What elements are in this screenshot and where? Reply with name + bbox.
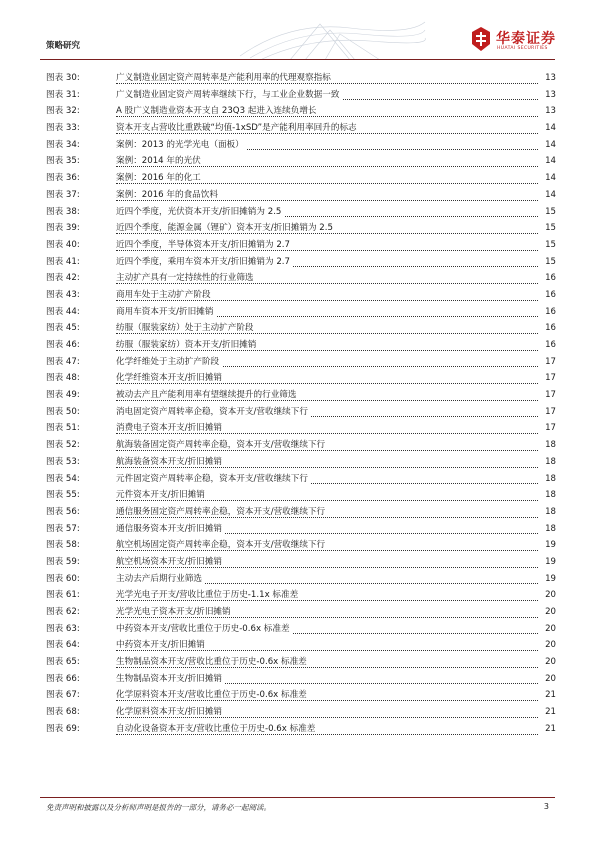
toc-entry[interactable] bbox=[46, 621, 556, 638]
toc-entry[interactable] bbox=[46, 437, 556, 454]
toc-entry-page: 17 bbox=[545, 373, 556, 384]
toc-entry[interactable] bbox=[46, 387, 556, 404]
toc-entry-page: 17 bbox=[545, 423, 556, 434]
toc-entry-title bbox=[116, 354, 222, 371]
toc-entry-title bbox=[116, 437, 328, 454]
toc-entry-page: 20 bbox=[545, 623, 556, 634]
toc-entry-title-text: 化学原料资本开支/营收比重位于历史-0.6x 标准差 bbox=[116, 690, 310, 700]
toc-entry-title-text: 广义制造业固定资产周转率继续下行，与工业企业数据一致 bbox=[116, 90, 342, 100]
toc-entry-title bbox=[116, 204, 284, 221]
toc-entry-title bbox=[116, 571, 205, 588]
toc-entry-title-text: 生物制品资本开支/营收比重位于历史-0.6x 标准差 bbox=[116, 657, 310, 667]
toc-entry-number: 图表 45: bbox=[46, 323, 80, 334]
toc-entry-page: 17 bbox=[545, 406, 556, 417]
toc-entry-number: 图表 66: bbox=[46, 673, 80, 684]
toc-entry-page: 14 bbox=[545, 139, 556, 150]
toc-entry-page: 16 bbox=[545, 306, 556, 317]
toc-entry-title bbox=[116, 187, 221, 204]
toc-entry[interactable] bbox=[46, 404, 556, 421]
toc-entry-number: 图表 61: bbox=[46, 590, 80, 601]
toc-entry-title-text: 商用车处于主动扩产阶段 bbox=[116, 290, 214, 300]
toc-entry-number: 图表 30: bbox=[46, 73, 80, 83]
toc-entry-number: 图表 67: bbox=[46, 690, 80, 701]
toc-entry-title bbox=[116, 454, 225, 471]
toc-entry-number: 图表 41: bbox=[46, 256, 80, 267]
toc-entry[interactable] bbox=[46, 471, 556, 488]
toc-entry-number: 图表 53: bbox=[46, 456, 80, 467]
toc-entry-number: 图表 33: bbox=[46, 123, 80, 134]
toc-entry-page: 18 bbox=[545, 473, 556, 484]
page-header bbox=[0, 0, 595, 62]
toc-entry-title-text: 通信服务固定资产周转率企稳，资本开支/营收继续下行 bbox=[116, 507, 328, 517]
toc-entry-page: 21 bbox=[545, 707, 556, 718]
toc-entry[interactable] bbox=[46, 337, 556, 354]
toc-entry-title bbox=[116, 237, 293, 254]
toc-entry-title-text: 近四个季度，半导体资本开支/折旧摊销为 2.7 bbox=[116, 240, 293, 250]
toc-entry-title bbox=[116, 120, 360, 137]
toc-entry-title bbox=[116, 170, 204, 187]
toc-entry[interactable] bbox=[46, 420, 556, 437]
toc-entry-page: 15 bbox=[545, 256, 556, 267]
toc-entry-title bbox=[116, 537, 328, 554]
toc-entry-number: 图表 64: bbox=[46, 640, 80, 651]
toc-entry-page: 15 bbox=[545, 206, 556, 217]
toc-entry-title-text: A 股广义制造业资本开支自 23Q3 起进入连续负增长 bbox=[116, 106, 320, 116]
toc-entry-title bbox=[116, 604, 234, 621]
toc-entry[interactable] bbox=[46, 70, 556, 87]
toc-entry[interactable] bbox=[46, 304, 556, 321]
toc-entry[interactable] bbox=[46, 237, 556, 254]
toc-entry-title-text: 中药资本开支/折旧摊销 bbox=[116, 640, 208, 650]
toc-entry-title-text: 航海装备固定资产周转率企稳，资本开支/营收继续下行 bbox=[116, 440, 328, 450]
toc-entry-title-text: 航海装备资本开支/折旧摊销 bbox=[116, 457, 225, 467]
toc-entry-page: 20 bbox=[545, 673, 556, 684]
toc-entry-number: 图表 47: bbox=[46, 356, 80, 367]
toc-entry-page: 18 bbox=[545, 490, 556, 501]
toc-entry-title-text: 光学光电子开支/营收比重位于历史-1.1x 标准差 bbox=[116, 590, 301, 600]
figure-list bbox=[46, 70, 556, 738]
toc-entry-page: 18 bbox=[545, 506, 556, 517]
toc-entry-title bbox=[116, 287, 214, 304]
toc-entry-number: 图表 63: bbox=[46, 623, 80, 634]
toc-entry-title-text: 被动去产且产能利用率有望继续提升的行业筛选 bbox=[116, 390, 299, 400]
toc-entry-title-text: 元件固定资产周转率企稳，资本开支/营收继续下行 bbox=[116, 474, 311, 484]
toc-entry-page: 20 bbox=[545, 607, 556, 617]
toc-entry-number: 图表 58: bbox=[46, 540, 80, 551]
toc-entry-title bbox=[116, 704, 225, 721]
toc-entry-title bbox=[116, 521, 225, 538]
toc-entry-title-text: 资本开支占营收比重跌破“均值-1xSD”是产能利用率回升的标志 bbox=[116, 123, 360, 133]
toc-entry[interactable] bbox=[46, 187, 556, 204]
toc-entry[interactable] bbox=[46, 704, 556, 721]
toc-entry[interactable] bbox=[46, 354, 556, 371]
toc-entry-number: 图表 68: bbox=[46, 707, 80, 718]
toc-entry-title-text: 化学原料资本开支/折旧摊销 bbox=[116, 707, 225, 717]
toc-entry-title bbox=[116, 671, 225, 688]
toc-entry-title-text: 纺服（服装家纺）资本开支/折旧摊销 bbox=[116, 340, 259, 350]
toc-entry-title bbox=[116, 587, 301, 604]
toc-entry-title bbox=[116, 654, 310, 671]
toc-entry-number: 图表 42: bbox=[46, 273, 80, 284]
toc-entry-number: 图表 32: bbox=[46, 106, 80, 117]
toc-entry[interactable] bbox=[46, 554, 556, 571]
toc-entry-title-text: 光学光电子资本开支/折旧摊销 bbox=[116, 607, 234, 617]
toc-entry-title bbox=[116, 621, 293, 638]
toc-entry-title bbox=[116, 387, 299, 404]
toc-entry-number: 图表 50: bbox=[46, 406, 80, 417]
toc-entry[interactable] bbox=[46, 521, 556, 538]
toc-entry-title-text: 近四个季度，光伏资本开支/折旧摊销为 2.5 bbox=[116, 207, 284, 217]
toc-entry-page: 21 bbox=[545, 690, 556, 701]
toc-entry[interactable] bbox=[46, 120, 556, 137]
toc-entry[interactable] bbox=[46, 170, 556, 187]
toc-entry-page: 19 bbox=[545, 573, 556, 584]
huatai-logo bbox=[470, 26, 566, 56]
toc-entry[interactable] bbox=[46, 254, 556, 271]
toc-entry-page: 19 bbox=[545, 556, 556, 567]
toc-entry-title-text: 中药资本开支/营收比重位于历史-0.6x 标准差 bbox=[116, 624, 293, 634]
toc-entry-title bbox=[116, 87, 342, 104]
toc-entry-page: 21 bbox=[545, 723, 556, 734]
toc-entry-title-text: 消电固定资产周转率企稳，资本开支/营收继续下行 bbox=[116, 407, 311, 417]
logo-text-en: HUATAI SECURITIES bbox=[497, 46, 548, 51]
toc-entry-page: 17 bbox=[545, 356, 556, 367]
toc-entry-number: 图表 39: bbox=[46, 223, 80, 234]
page-number: 3 bbox=[543, 802, 549, 811]
toc-entry-title bbox=[116, 420, 225, 437]
toc-entry-page: 14 bbox=[545, 123, 556, 134]
toc-entry-title-text: 自动化设备资本开支/营收比重位于历史-0.6x 标准差 bbox=[116, 724, 318, 734]
toc-entry-page: 17 bbox=[545, 390, 556, 401]
toc-entry[interactable] bbox=[46, 270, 556, 287]
toc-entry-page: 20 bbox=[545, 640, 556, 651]
toc-entry-title-text: 案例：2014 年的光伏 bbox=[116, 156, 204, 166]
toc-entry-title bbox=[116, 637, 208, 654]
toc-entry-title-text: 化学纤维处于主动扩产阶段 bbox=[116, 357, 222, 367]
toc-entry-number: 图表 59: bbox=[46, 556, 80, 567]
toc-entry-title bbox=[116, 721, 318, 738]
toc-entry-number: 图表 34: bbox=[46, 139, 80, 150]
toc-entry-number: 图表 35: bbox=[46, 156, 80, 167]
toc-entry[interactable] bbox=[46, 721, 556, 738]
toc-entry-title bbox=[116, 220, 336, 237]
toc-entry-page: 20 bbox=[545, 590, 556, 601]
toc-entry-title bbox=[116, 103, 320, 120]
toc-entry-title-text: 元件资本开支/折旧摊销 bbox=[116, 490, 208, 500]
toc-entry-title-text: 消费电子资本开支/折旧摊销 bbox=[116, 423, 225, 433]
toc-entry-page: 18 bbox=[545, 523, 556, 534]
toc-entry[interactable] bbox=[46, 604, 556, 621]
toc-entry-title-text: 生物制品资本开支/折旧摊销 bbox=[116, 674, 225, 684]
toc-entry[interactable] bbox=[46, 487, 556, 504]
toc-entry-number: 图表 36: bbox=[46, 173, 80, 184]
toc-entry-title bbox=[116, 471, 311, 488]
toc-entry-title-text: 案例：2016 年的食品饮料 bbox=[116, 190, 221, 200]
toc-entry-title-text: 主动扩产具有一定持续性的行业筛选 bbox=[116, 273, 257, 283]
toc-entry-title bbox=[116, 70, 334, 87]
toc-entry[interactable] bbox=[46, 637, 556, 654]
toc-entry-page: 15 bbox=[545, 223, 556, 234]
footer-disclaimer: 免责声明和披露以及分析师声明是报告的一部分，请务必一起阅读。 bbox=[46, 803, 271, 812]
toc-entry-page: 18 bbox=[545, 440, 556, 451]
toc-entry-title-text: 主动去产后期行业筛选 bbox=[116, 574, 205, 584]
toc-entry-number: 图表 51: bbox=[46, 423, 80, 434]
toc-entry[interactable] bbox=[46, 454, 556, 471]
toc-entry-number: 图表 48: bbox=[46, 373, 80, 384]
header-decoration bbox=[230, 16, 430, 60]
huatai-logo-icon bbox=[470, 26, 492, 52]
toc-entry-page: 16 bbox=[545, 273, 556, 284]
toc-entry[interactable] bbox=[46, 87, 556, 104]
toc-entry-title bbox=[116, 270, 257, 287]
section-label: 策略研究 bbox=[46, 41, 81, 51]
toc-entry-page: 16 bbox=[545, 340, 556, 350]
toc-entry[interactable] bbox=[46, 370, 556, 387]
toc-entry[interactable] bbox=[46, 320, 556, 337]
toc-entry[interactable] bbox=[46, 287, 556, 304]
toc-entry[interactable] bbox=[46, 654, 556, 671]
toc-entry-title-text: 通信服务资本开支/折旧摊销 bbox=[116, 524, 225, 534]
toc-entry-number: 图表 37: bbox=[46, 189, 80, 200]
toc-entry-page: 20 bbox=[545, 657, 556, 668]
toc-entry-title-text: 商用车资本开支/折旧摊销 bbox=[116, 307, 216, 317]
toc-entry-page: 18 bbox=[545, 456, 556, 467]
header-divider bbox=[40, 59, 555, 60]
toc-entry-number: 图表 52: bbox=[46, 440, 80, 451]
toc-entry[interactable] bbox=[46, 220, 556, 237]
toc-entry[interactable] bbox=[46, 587, 556, 604]
toc-entry-number: 图表 60: bbox=[46, 573, 80, 584]
toc-entry-title bbox=[116, 554, 225, 571]
toc-entry[interactable] bbox=[46, 153, 556, 170]
toc-entry-number: 图表 43: bbox=[46, 289, 80, 300]
footer-divider bbox=[40, 797, 555, 798]
toc-entry[interactable] bbox=[46, 204, 556, 221]
logo-text-cn: 华泰证券 bbox=[496, 31, 556, 47]
toc-entry-number: 图表 44: bbox=[46, 306, 80, 317]
toc-entry-title bbox=[116, 370, 225, 387]
toc-entry-page: 14 bbox=[545, 189, 556, 200]
toc-entry-title-text: 化学纤维资本开支/折旧摊销 bbox=[116, 373, 225, 383]
toc-entry-title bbox=[116, 504, 328, 521]
toc-entry[interactable] bbox=[46, 137, 556, 154]
toc-entry-number: 图表 56: bbox=[46, 506, 80, 517]
toc-entry-number: 图表 40: bbox=[46, 239, 80, 250]
toc-entry-title bbox=[116, 687, 310, 704]
toc-entry-number: 图表 55: bbox=[46, 490, 80, 501]
toc-entry-number: 图表 57: bbox=[46, 523, 80, 534]
toc-entry-title bbox=[116, 304, 216, 321]
toc-entry-title bbox=[116, 137, 247, 154]
toc-entry-title-text: 案例：2016 年的化工 bbox=[116, 173, 204, 183]
toc-entry-page: 19 bbox=[545, 540, 556, 551]
toc-entry-title-text: 近四个季度，能源金属（锂矿）资本开支/折旧摊销为 2.5 bbox=[116, 223, 336, 233]
toc-entry[interactable] bbox=[46, 571, 556, 588]
toc-entry-page: 15 bbox=[545, 239, 556, 250]
toc-entry-title bbox=[116, 320, 257, 337]
toc-entry-page: 16 bbox=[545, 289, 556, 300]
toc-entry-title-text: 近四个季度，乘用车资本开支/折旧摊销为 2.7 bbox=[116, 257, 293, 267]
toc-entry-number: 图表 31: bbox=[46, 89, 80, 100]
toc-entry-title-text: 航空机场资本开支/折旧摊销 bbox=[116, 557, 225, 567]
toc-entry-number: 图表 46: bbox=[46, 340, 80, 350]
toc-entry-number: 图表 54: bbox=[46, 473, 80, 484]
toc-entry-title bbox=[116, 337, 259, 354]
toc-entry-title-text: 航空机场固定资产周转率企稳，资本开支/营收继续下行 bbox=[116, 540, 328, 550]
toc-entry-page: 14 bbox=[545, 173, 556, 184]
toc-entry[interactable] bbox=[46, 537, 556, 554]
toc-entry[interactable] bbox=[46, 103, 556, 120]
toc-entry-title-text: 广义制造业固定资产周转率是产能利用率的代理观察指标 bbox=[116, 73, 334, 83]
toc-entry-number: 图表 65: bbox=[46, 657, 80, 668]
toc-entry-title bbox=[116, 153, 204, 170]
toc-entry-title bbox=[116, 404, 311, 421]
toc-entry-title-text: 纺服（服装家纺）处于主动扩产阶段 bbox=[116, 323, 257, 333]
toc-entry[interactable] bbox=[46, 504, 556, 521]
toc-entry-page: 13 bbox=[545, 73, 556, 83]
toc-entry[interactable] bbox=[46, 687, 556, 704]
toc-entry-title-text: 案例：2013 的光学光电（面板） bbox=[116, 140, 247, 150]
toc-entry-page: 13 bbox=[545, 106, 556, 117]
toc-entry-title bbox=[116, 254, 293, 271]
toc-entry-number: 图表 38: bbox=[46, 206, 80, 217]
toc-entry-number: 图表 69: bbox=[46, 723, 80, 734]
toc-entry[interactable] bbox=[46, 671, 556, 688]
toc-entry-page: 13 bbox=[545, 89, 556, 100]
toc-entry-page: 16 bbox=[545, 323, 556, 334]
toc-entry-number: 图表 62: bbox=[46, 607, 80, 617]
toc-entry-page: 14 bbox=[545, 156, 556, 167]
toc-entry-title bbox=[116, 487, 208, 504]
toc-entry-number: 图表 49: bbox=[46, 390, 80, 401]
